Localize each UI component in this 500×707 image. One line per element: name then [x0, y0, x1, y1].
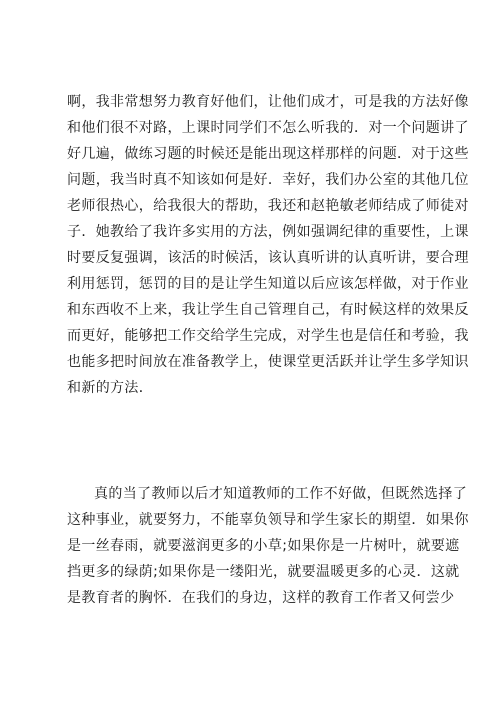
paragraph-1-line: 老师很热心，给我很大的帮助，我还和赵艳敏老师结成了师徒对 [67, 198, 469, 214]
paragraph-1-line: 问题，我当时真不知该如何是好．幸好，我们办公室的其他几位 [67, 172, 469, 188]
paragraph-1-line: 利用惩罚，惩罚的目的是让学生知道以后应该怎样做，对于作业 [67, 276, 469, 292]
paragraph-1-line: 和他们很不对路，上课时同学们不怎么听我的．对一个问题讲了 [67, 120, 469, 136]
paragraph-1-line: 而更好，能够把工作交给学生完成，对学生也是信任和考验，我 [67, 328, 469, 344]
paragraph-2-line: 这种事业，就要努力，不能辜负领导和学生家长的期望．如果你 [67, 512, 469, 528]
paragraph-2-line: 真的当了教师以后才知道教师的工作不好做，但既然选择了 [94, 486, 468, 502]
paragraph-2-line: 是教育者的胸怀．在我们的身边，这样的教育工作者又何尝少 [67, 590, 455, 606]
paragraph-1-line: 啊，我非常想努力教育好他们，让他们成才，可是我的方法好像 [67, 94, 469, 110]
paragraph-1-line: 也能多把时间放在准备教学上，使课堂更活跃并让学生多学知识 [67, 354, 469, 370]
paragraph-1-line: 和东西收不上来，我让学生自己管理自己，有时候这样的效果反 [67, 302, 469, 318]
paragraph-2-line: 挡更多的绿荫;如果你是一缕阳光，就要温暖更多的心灵．这就 [67, 564, 460, 580]
paragraph-1-line: 时要反复强调，该活的时候活，该认真听讲的认真听讲，要合理 [67, 250, 469, 266]
paragraph-1-line: 和新的方法． [67, 380, 154, 396]
paragraph-1-line: 好几遍，做练习题的时候还是能出现这样那样的问题．对于这些 [67, 146, 469, 162]
paragraph-1-line: 子．她教给了我许多实用的方法，例如强调纪律的重要性，上课 [67, 224, 469, 240]
paragraph-2-line: 是一丝春雨，就要滋润更多的小草;如果你是一片树叶，就要遮 [67, 538, 460, 554]
